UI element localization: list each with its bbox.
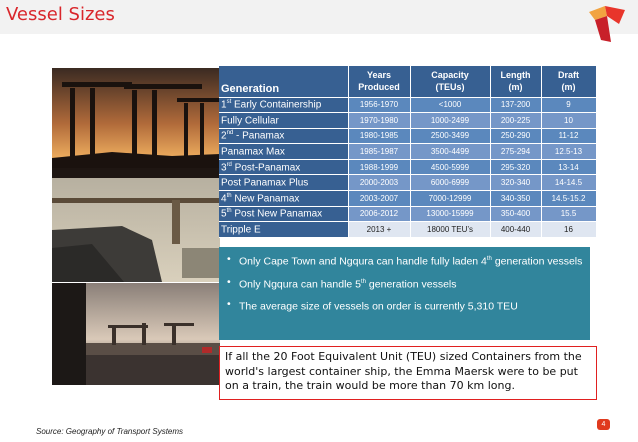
generation-cell: Panamax Max (219, 144, 348, 160)
years-cell: 1988-1999 (348, 159, 410, 175)
generation-cell: Fully Cellular (219, 113, 348, 129)
length-cell: 340-350 (490, 191, 541, 207)
ship-crane-photo (52, 178, 220, 282)
length-cell: 137-200 (490, 97, 541, 113)
length-cell: 295-320 (490, 159, 541, 175)
harbor-dusk-image (52, 283, 220, 385)
page-number-badge: 4 (597, 419, 610, 430)
generation-cell: Tripple E (219, 222, 348, 238)
length-cell: 200-225 (490, 113, 541, 129)
source-caption: Source: Geography of Transport Systems (36, 427, 184, 436)
years-cell: 2013 + (348, 222, 410, 238)
table-row (219, 191, 596, 207)
title-bar (0, 0, 638, 34)
company-logo-icon (585, 4, 629, 44)
ship-crane-image (52, 178, 220, 282)
draft-cell: 14.5-15.2 (541, 191, 596, 207)
capacity-cell: <1000 (410, 97, 490, 113)
table-row (219, 175, 596, 191)
cranes-sunset-photo (52, 68, 220, 191)
draft-cell: 11-12 (541, 128, 596, 144)
generation-cell: 5th Post New Panamax (219, 206, 348, 222)
years-cell: 2006-2012 (348, 206, 410, 222)
table-row (219, 159, 596, 175)
length-cell: 400-440 (490, 222, 541, 238)
capacity-cell: 3500-4499 (410, 144, 490, 160)
table-header-row (219, 66, 596, 97)
years-cell: 1985-1987 (348, 144, 410, 160)
generation-cell: 4th New Panamax (219, 191, 348, 207)
header-draft: Draft (m) (541, 66, 596, 97)
header-years: Years Produced (348, 66, 410, 97)
capacity-cell: 6000-6999 (410, 175, 490, 191)
header-generation: Generation (219, 66, 348, 97)
years-cell: 1956-1970 (348, 97, 410, 113)
list-item: • Only Cape Town and Ngqura can handle fully laden 4th generation vessels (227, 252, 584, 269)
generation-cell: 3rd Post-Panamax (219, 159, 348, 175)
draft-cell: 12.5-13 (541, 144, 596, 160)
capacity-cell: 1000-2499 (410, 113, 490, 129)
years-cell: 2003-2007 (348, 191, 410, 207)
years-cell: 1980-1985 (348, 128, 410, 144)
table-row (219, 144, 596, 160)
capacity-cell: 18000 TEU’s (410, 222, 490, 238)
vessel-sizes-table (219, 66, 597, 238)
draft-cell: 9 (541, 97, 596, 113)
table-row (219, 206, 596, 222)
page-title: Vessel Sizes (6, 4, 115, 25)
capacity-cell: 2500-3499 (410, 128, 490, 144)
cranes-sunset-image (52, 68, 220, 191)
years-cell: 2000-2003 (348, 175, 410, 191)
capacity-cell: 13000-15999 (410, 206, 490, 222)
header-length: Length (m) (490, 66, 541, 97)
draft-cell: 13-14 (541, 159, 596, 175)
generation-cell: 2nd - Panamax (219, 128, 348, 144)
draft-cell: 16 (541, 222, 596, 238)
length-cell: 275-294 (490, 144, 541, 160)
table-row (219, 128, 596, 144)
table-row (219, 222, 596, 238)
draft-cell: 14-14.5 (541, 175, 596, 191)
key-facts-list (219, 247, 590, 340)
draft-cell: 15.5 (541, 206, 596, 222)
capacity-cell: 7000-12999 (410, 191, 490, 207)
length-cell: 250-290 (490, 128, 541, 144)
harbor-dusk-photo (52, 283, 220, 385)
capacity-cell: 4500-5999 (410, 159, 490, 175)
list-item: • Only Ngqura can handle 5th generation vessels (227, 275, 584, 292)
generation-cell: Post Panamax Plus (219, 175, 348, 191)
list-item: • The average size of vessels on order is currently 5,310 TEU (227, 297, 584, 314)
years-cell: 1970-1980 (348, 113, 410, 129)
table-row (219, 113, 596, 129)
length-cell: 320-340 (490, 175, 541, 191)
header-capacity: Capacity (TEUs) (410, 66, 490, 97)
table-row (219, 97, 596, 113)
length-cell: 350-400 (490, 206, 541, 222)
draft-cell: 10 (541, 113, 596, 129)
train-length-note: If all the 20 Foot Equivalent Unit (TEU) sized Containers from the world's largest container ship, the Emma Maersk were to be put on a train, the train would be more than 70 km long. (219, 346, 597, 400)
generation-cell: 1st Early Containership (219, 97, 348, 113)
